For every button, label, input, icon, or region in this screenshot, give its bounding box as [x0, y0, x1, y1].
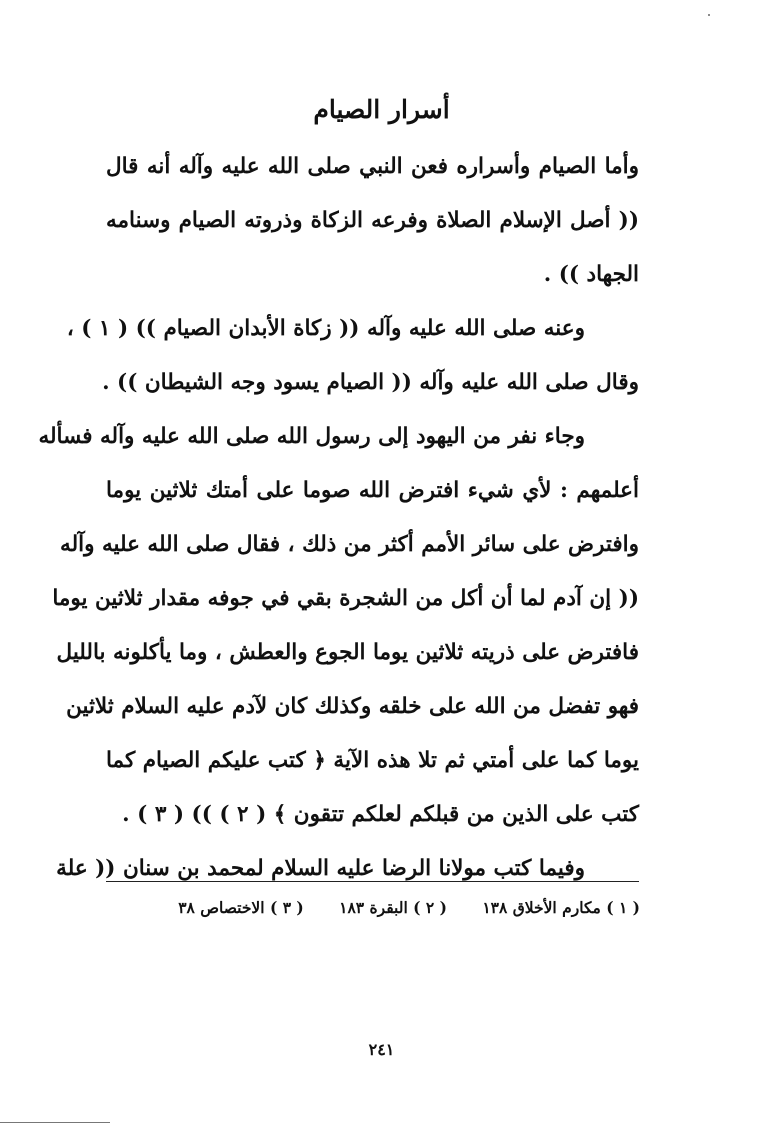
text-line: وجاء نفر من اليهود إلى رسول الله صلى الله عليه وآله فسأله — [38, 424, 585, 449]
footnote-divider — [106, 881, 639, 882]
footnote: ( ٢ ) البقرة ١٨٣ — [339, 898, 447, 917]
page-number: ٢٤١ — [368, 1040, 395, 1059]
footnote: ( ١ ) مكارم الأخلاق ١٣٨ — [482, 898, 640, 917]
text-line: (( أصل الإسلام الصلاة وفرعه الزكاة وذروته الصيام وسنامه — [106, 208, 639, 233]
text-line: وأما الصيام وأسراره فعن النبي صلى الله عليه وآله أنه قال — [106, 154, 639, 179]
text-line: (( إن آدم لما أن أكل من الشجرة بقي في جوفه مقدار ثلاثين يوما — [52, 586, 639, 611]
text-line: أعلمهم : لأي شيء افترض الله صوما على أمتك ثلاثين يوما — [106, 478, 639, 503]
text-line: فافترض على ذريته ثلاثين يوما الجوع والعطش ، وما يأكلونه بالليل — [56, 640, 639, 665]
scan-edge-line — [0, 1122, 110, 1123]
text-line: الجهاد )) . — [543, 262, 639, 287]
text-line: يوما كما على أمتي ثم تلا هذه الآية ﴿ كتب عليكم الصيام كما — [106, 748, 639, 773]
text-line: كتب على الذين من قبلكم لعلكم تتقون ﴾ ( ٢ ) )) ( ٣ ) . — [122, 802, 639, 827]
text-line: وعنه صلى الله عليه وآله (( زكاة الأبدان الصيام )) ( ١ ) ، — [66, 316, 585, 341]
body-text — [38, 140, 639, 896]
text-line: وافترض على سائر الأمم أكثر من ذلك ، فقال صلى الله عليه وآله — [60, 532, 639, 557]
text-line: فهو تفضل من الله على خلقه وكذلك كان لآدم عليه السلام ثلاثين — [66, 694, 639, 719]
section-title: أسرار الصيام — [313, 95, 450, 124]
scan-speck — [708, 14, 710, 16]
text-line: وقال صلى الله عليه وآله (( الصيام يسود وجه الشيطان )) . — [102, 370, 639, 395]
text-line: وفيما كتب مولانا الرضا عليه السلام لمحمد بن سنان (( علة — [56, 856, 585, 881]
footnote: ( ٣ ) الاختصاص ٣٨ — [178, 898, 304, 917]
footnotes — [150, 893, 640, 923]
